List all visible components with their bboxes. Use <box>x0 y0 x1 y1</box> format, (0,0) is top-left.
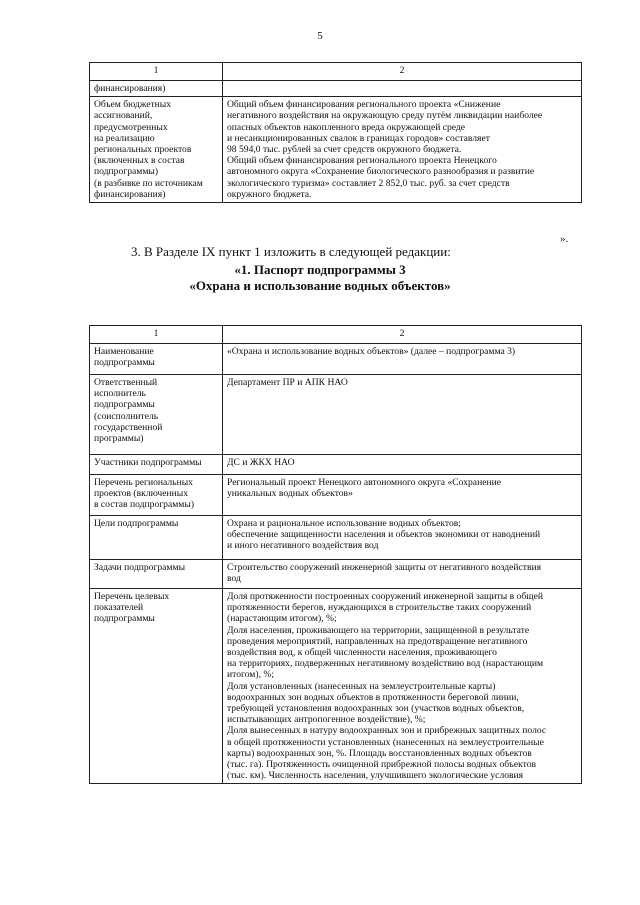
passport-subtitle: «Охрана и использование водных объектов» <box>189 278 451 293</box>
table-row <box>90 97 582 203</box>
text-line: Участники подпрограммы <box>94 457 202 468</box>
row-value <box>223 455 582 475</box>
text-line: 98 594,0 тыс. рублей за счет средств окружного бюджета. <box>227 144 462 156</box>
closing-quote: ». <box>560 233 569 245</box>
text-line: Доля установленных (нанесенных на землеустроительные карты) <box>227 680 496 692</box>
budget-table <box>89 62 582 203</box>
text-line: Ответственный <box>94 377 158 388</box>
text-line: Доля вынесенных в натуру водоохранных зон и прибрежных защитных полос <box>227 725 547 737</box>
text-line: в общей протяженности установленных (нанесенных на землеустроительные <box>227 736 544 748</box>
text-line: «Охрана и использование водных объектов» (далее – подпрограмма 3) <box>227 346 516 357</box>
text-line: воздействия вод, к общей численности населения, проживающего <box>227 647 497 659</box>
text-line: протяженности берегов, нуждающихся в строительстве таких сооружений <box>227 602 532 614</box>
row-value <box>223 560 582 589</box>
text-line: проведения мероприятий, направленных на предотвращение негативного <box>227 635 528 647</box>
text-line: Региональный проект Ненецкого автономного округа «Сохранение <box>227 477 501 488</box>
row-label <box>90 475 223 516</box>
row-label <box>90 560 223 589</box>
header-cell-2: 2 <box>223 326 582 344</box>
text-line: (нарастающим итогом), %; <box>227 613 337 625</box>
table-row <box>90 589 582 784</box>
text-line: испытывающих антропогенное воздействие), %; <box>227 714 426 726</box>
text-line: обеспечение защищенности населения и объектов экономики от наводнений <box>227 529 541 541</box>
amendment-text: 3. В Разделе IX пункт 1 изложить в следующей редакции: <box>131 244 451 259</box>
text-line: окружного бюджета. <box>227 188 312 200</box>
table-header-row <box>90 63 582 81</box>
text-line: (в разбивке по источникам <box>94 177 203 189</box>
text-line: Цели подпрограммы <box>94 518 179 529</box>
text-line: ассигнований, <box>94 110 153 122</box>
header-cell-1: 1 <box>90 63 223 81</box>
table-header-row <box>90 326 582 344</box>
text-line: государственной <box>94 421 163 433</box>
text-line: на реализацию <box>94 132 155 144</box>
table-row <box>90 560 582 589</box>
table-row <box>90 344 582 375</box>
text-line: на территориях, подверженных негативному воздействию вод (нарастающим <box>227 658 544 670</box>
row-label: финансирования) <box>90 81 223 97</box>
text-line: (тыс. км). Численность населения, улучшившего экологические условия <box>227 770 524 782</box>
text-line: уникальных водных объектов» <box>227 488 353 500</box>
text-line: Общий объем финансирования регионального проекта Ненецкого <box>227 155 497 167</box>
text-line: Задачи подпрограммы <box>94 562 186 573</box>
text-line: Объем бюджетных <box>94 99 172 111</box>
text-line: Общий объем финансирования регионального проекта «Снижение <box>227 99 501 111</box>
row-value <box>223 81 582 97</box>
row-label <box>90 375 223 455</box>
text-line: Строительство сооружений инженерной защиты от негативного воздействия <box>227 562 542 573</box>
text-line: водоохранных зон водных объектов в протяженности береговой линии, <box>227 691 519 703</box>
text-line: и несанкционированных свалок в границах городов» составляет <box>227 132 490 144</box>
row-value <box>223 516 582 560</box>
row-value <box>223 344 582 375</box>
row-value <box>223 375 582 455</box>
text-line: карты) водоохранных зон, %. Площадь восстановленных водных объектов <box>227 747 532 759</box>
text-line: Охрана и рациональное использование водных объектов; <box>227 518 461 529</box>
text-line: автономного округа «Сохранение биологического разнообразия и развитие <box>227 166 535 178</box>
row-label <box>90 344 223 375</box>
text-line: показателей <box>94 602 144 614</box>
text-line: финансирования) <box>94 188 166 200</box>
text-line: ДС и ЖКХ НАО <box>227 457 295 468</box>
table-row <box>90 516 582 560</box>
text-line: Доля протяженности построенных сооружений инженерной защиты в общей <box>227 591 543 602</box>
text-line: в состав подпрограммы) <box>94 499 195 511</box>
text-line: опасных объектов накопленного вреда окружающей среде <box>227 121 466 133</box>
row-value <box>223 97 582 203</box>
text-line: Департамент ПР и АПК НАО <box>227 377 348 388</box>
text-line: (соисполнитель <box>94 410 159 422</box>
table-row <box>90 455 582 475</box>
text-line: подпрограммы <box>94 613 155 625</box>
row-label <box>90 516 223 560</box>
header-cell-2: 2 <box>223 63 582 81</box>
table-row <box>90 475 582 516</box>
text-line: подпрограммы <box>94 357 155 369</box>
text-line: региональных проектов <box>94 144 192 156</box>
text-line: программы) <box>94 433 144 445</box>
passport-table <box>89 325 582 784</box>
row-label <box>90 97 223 203</box>
text-line: Перечень целевых <box>94 591 170 602</box>
row-value <box>223 475 582 516</box>
text-line: подпрограммы) <box>94 166 159 178</box>
header-cell-1: 1 <box>90 326 223 344</box>
text-line: (тыс. га). Протяженность очищенной прибрежной полосы водных объектов <box>227 759 537 771</box>
passport-title: «1. Паспорт подпрограммы 3 <box>234 262 406 277</box>
text-line: требующей установления водоохранных зон (участков водных объектов, <box>227 703 525 715</box>
text-line: (включенных в состав <box>94 155 185 167</box>
table-row <box>90 81 582 97</box>
row-value <box>223 589 582 784</box>
row-label <box>90 589 223 784</box>
text-line: подпрограммы <box>94 399 155 411</box>
text-line: Доля населения, проживающего на территории, защищенной в результате <box>227 624 530 636</box>
page-number: 5 <box>317 30 323 42</box>
table-row <box>90 375 582 455</box>
text-line: Перечень региональных <box>94 477 193 488</box>
text-line: вод <box>227 573 241 585</box>
text-line: экологического туризма» составляет 2 852,0 тыс. руб. за счет средств <box>227 177 510 189</box>
row-label <box>90 455 223 475</box>
text-line: исполнитель <box>94 388 146 400</box>
text-line: проектов (включенных <box>94 488 188 500</box>
text-line: предусмотренных <box>94 121 168 133</box>
text-line: Наименование <box>94 346 154 357</box>
text-line: и иного негативного воздействия вод <box>227 540 379 552</box>
text-line: негативного воздействия на окружающую среду путём ликвидации наиболее <box>227 110 543 122</box>
text-line: итогом), %; <box>227 669 275 681</box>
